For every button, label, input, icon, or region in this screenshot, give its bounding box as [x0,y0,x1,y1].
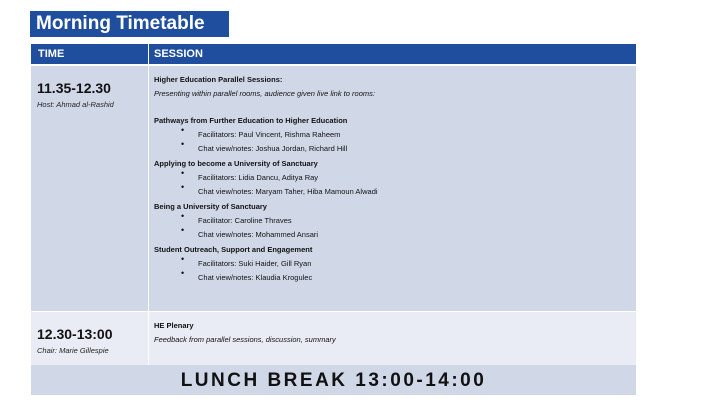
slot-time: 12.30-13:00 [37,326,113,342]
session-heading: HE Plenary [154,321,194,330]
item-text: Facilitator: Caroline Thraves [198,216,292,225]
session-cell [149,312,636,367]
item-text: Chat view/notes: Mohammed Ansari [198,230,319,239]
time-cell [31,312,149,367]
time-cell [31,66,149,311]
session-cell [149,66,636,311]
bullet-icon: • [181,268,185,278]
bullet-icon: • [181,254,185,264]
table-header [31,44,636,64]
col-time-header: TIME [31,44,149,64]
session-subtitle: Presenting within parallel rooms, audience given live link to rooms: [154,89,375,98]
table-row [31,66,636,312]
list-item [154,254,636,268]
item-text: Facilitators: Suki Haider, Gill Ryan [198,259,312,268]
group-title: Being a University of Sanctuary [154,202,267,211]
slot-host: Host: Ahmad al-Rashid [37,100,114,109]
group-title: Pathways from Further Education to Higher Education [154,116,348,125]
list-item [154,225,636,239]
session-heading: Higher Education Parallel Sessions: [154,75,283,84]
bullet-icon: • [181,182,185,192]
bullet-icon: • [181,168,185,178]
session-subtitle: Feedback from parallel sessions, discussion, summary [154,335,336,344]
item-text: Chat view/notes: Joshua Jordan, Richard Hill [198,144,348,153]
list-item [154,139,636,153]
group-title: Student Outreach, Support and Engagement [154,245,313,254]
list-item [154,182,636,196]
list-item [154,168,636,182]
timetable [31,44,636,368]
item-text: Facilitators: Lidia Dancu, Aditya Ray [198,173,319,182]
list-item [154,125,636,139]
bullet-icon: • [181,125,185,135]
page-title: Morning Timetable [30,11,229,37]
list-item [154,268,636,282]
table-row [31,312,636,368]
item-text: Chat view/notes: Klaudia Krogulec [198,273,313,282]
group-title: Applying to become a University of Sanctuary [154,159,318,168]
item-text: Chat view/notes: Maryam Taher, Hiba Mamoun Alwadi [198,187,378,196]
list-item [154,211,636,225]
bullet-icon: • [181,211,185,221]
slot-chair: Chair: Marie Gillespie [37,346,109,355]
item-text: Facilitators: Paul Vincent, Rishma Raheem [198,130,341,139]
lunch-break-banner: LUNCH BREAK 13:00-14:00 [31,365,636,395]
col-session-header: SESSION [154,48,203,60]
bullet-icon: • [181,139,185,149]
slot-time: 11.35-12.30 [37,80,111,96]
bullet-icon: • [181,225,185,235]
